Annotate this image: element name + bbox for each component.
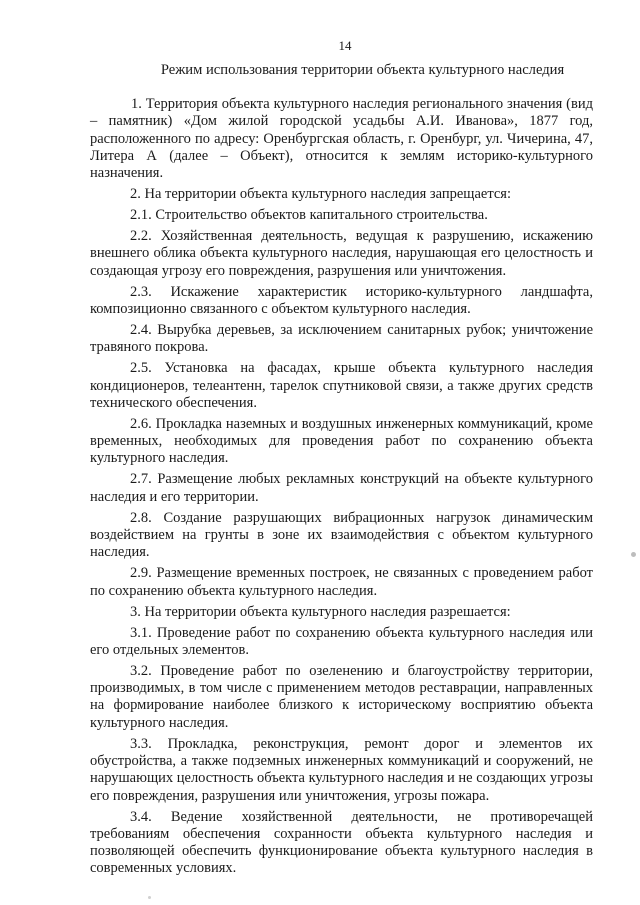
paragraph-2-7: 2.7. Размещение любых рекламных конструкций на объекте культурного наследия и его территории. [90,471,593,505]
paragraph-2-2: 2.2. Хозяйственная деятельность, ведущая к разрушению, искажению внешнего облика объекта культурного наследия, нарушающая его целостность и создающая угрозу его повреждения, разрушения или уничтожения. [90,228,593,279]
paragraph-3-4: 3.4. Ведение хозяйственной деятельности, не противоречащей требованиям обеспечения сохранности объекта культурного наследия и позволяющей обеспечить функционирование объекта культурного наследия в современных условиях. [90,808,593,877]
paragraph-2-3: 2.3. Искажение характеристик историко-культурного ландшафта, композиционно связанного с объектом культурного наследия. [90,283,593,318]
paragraph-2-5: 2.5. Установка на фасадах, крыше объекта культурного наследия кондиционеров, телеантенн, тарелок спутниковой связи, а также других средств технического обеспечения. [90,360,593,411]
paragraph-3-3: 3.3. Прокладка, реконструкция, ремонт дорог и элементов их обустройства, а также подземных инженерных коммуникаций и сооружений, не нарушающих целостность объекта культурного наследия и не создающих угрозы его повреждения, разрушения или уничтожения, угрозы пожара. [90,735,593,804]
paragraph-2-9: 2.9. Размещение временных построек, не связанных с проведением работ по сохранению объекта культурного наследия. [90,565,593,599]
document-body [90,96,593,881]
paragraph-2-6: 2.6. Прокладка наземных и воздушных инженерных коммуникаций, кроме временных, необходимых для проведения работ по сохранению объекта культурного наследия. [90,415,593,467]
paragraph-3-1: 3.1. Проведение работ по сохранению объекта культурного наследия или его отдельных элементов. [90,624,593,658]
paragraph-2: 2. На территории объекта культурного наследия запрещается: [130,186,511,203]
paragraph-2-8: 2.8. Создание разрушающих вибрационных нагрузок динамическим воздействием на грунты в зоне их взаимодействия с объектом культурного наследия. [90,509,593,561]
scan-dust-mark [148,896,151,899]
paragraph-2-1: 2.1. Строительство объектов капитального строительства. [130,207,488,224]
scan-edge-mark [631,552,636,557]
paragraph-3-2: 3.2. Проведение работ по озеленению и благоустройству территории, производимых, в том числе с применением методов реставрации, направленных на формирование наиболее близкого к историческому восприятию объекта культурного наследия. [90,662,593,731]
paragraph-1: 1. Территория объекта культурного наследия регионального значения (вид – памятник) «Дом жилой городской усадьбы А.И. Иванова», 1877 год, расположенного по адресу: Оренбургская область, г. Оренбург, ул. Чичерина, 47, Литера А (далее – Объект), относится к землям историко-культурного назначения. [90,96,593,182]
paragraph-3: 3. На территории объекта культурного наследия разрешается: [130,603,511,620]
page-number: 14 [338,38,352,53]
paragraph-2-4: 2.4. Вырубка деревьев, за исключением санитарных рубок; уничтожение травяного покрова. [90,322,593,356]
section-title: Режим использования территории объекта культурного наследия [160,62,565,78]
